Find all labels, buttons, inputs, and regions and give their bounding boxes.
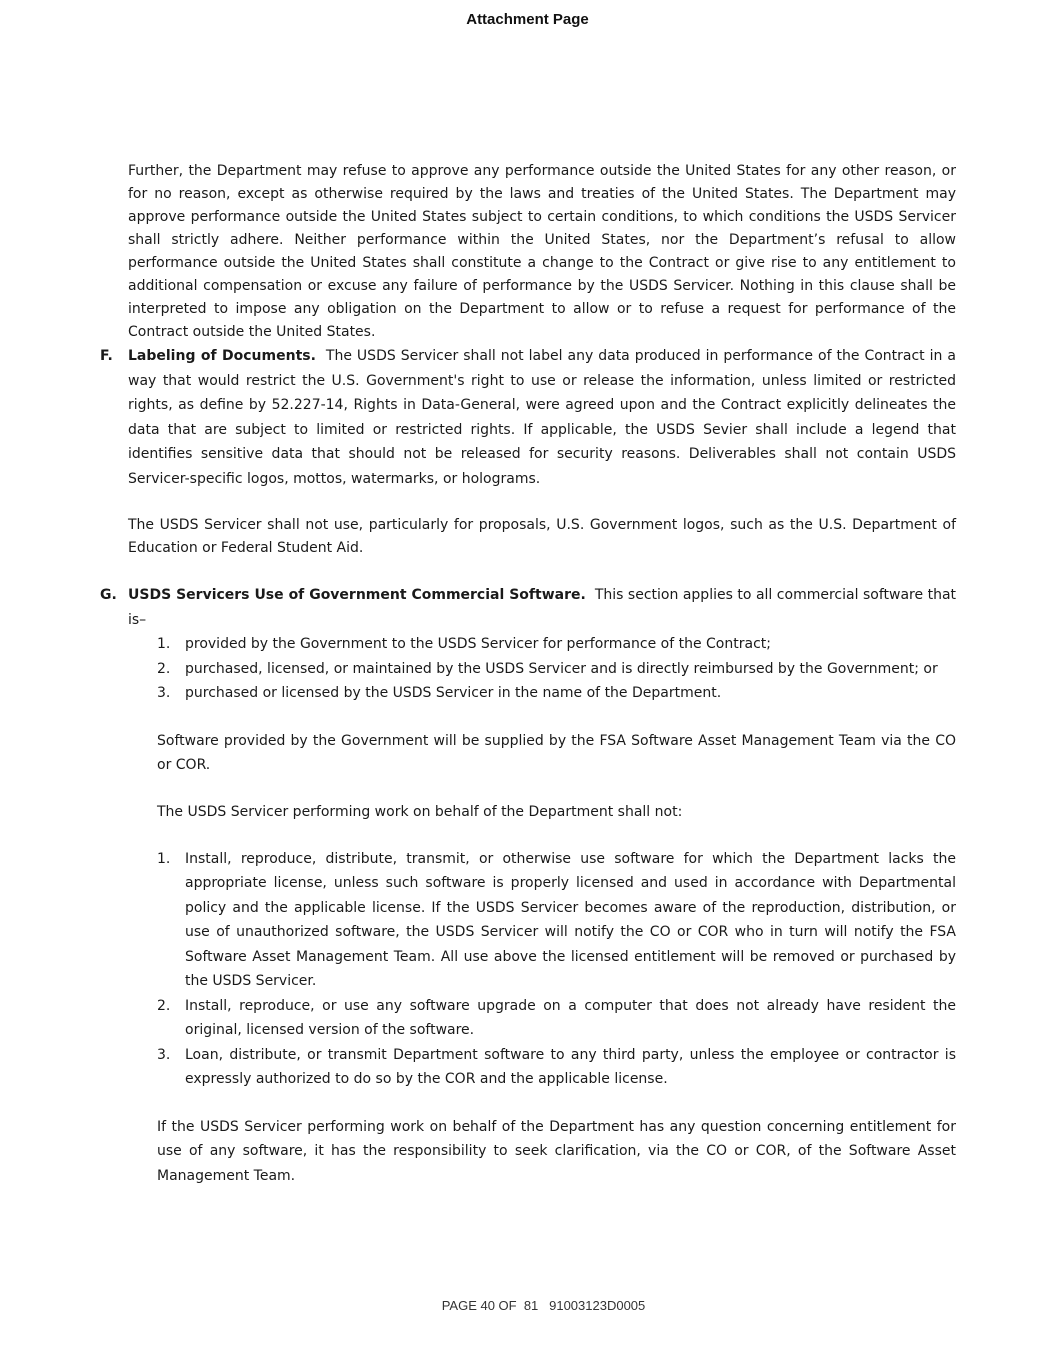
list-item-number: 3. [157,1046,171,1063]
list-item-text: purchased or licensed by the USDS Servicer in the name of the Department. [185,685,722,701]
list-item-text: provided by the Government to the USDS Servicer for performance of the Contract; [185,636,771,652]
list-item [128,681,956,706]
list-item [128,657,956,682]
list-item-number: 2. [157,660,171,677]
section-f-letter: F. [100,348,113,364]
page-header-title: Attachment Page [466,11,589,28]
section-f-title: Labeling of Documents. [128,348,316,364]
list-item-text: Loan, distribute, or transmit Department software to any third party, unless the employee or contractor is expressly authorized to do so by the COR and the applicable license. [185,1046,956,1087]
shall-not-intro: The USDS Servicer performing work on behalf of the Department shall not: [157,803,683,820]
section-f-paragraph-2: The USDS Servicer shall not use, particularly for proposals, U.S. Government logos, such as the U.S. Department of Education or Federal Student Aid. [128,517,956,556]
list-item [128,632,956,657]
document-body [100,160,957,1188]
list-item [128,994,956,1043]
list-item-text: purchased, licensed, or maintained by the USDS Servicer and is directly reimbursed by the Government; or [185,660,938,677]
section-g-letter: G. [100,587,117,603]
list-item [128,847,956,994]
section-f [100,344,956,491]
shall-not-list [128,847,956,1092]
closing-paragraph: If the USDS Servicer performing work on behalf of the Department has any question concerning entitlement for use of any software, it has the responsibility to seek clarification, via the CO or COR, of the Software Asset Management Team. [157,1118,956,1184]
list-item-number: 1. [157,636,171,652]
list-item-number: 3. [157,685,171,701]
list-item-text: Install, reproduce, distribute, transmit, or otherwise use software for which the Department lacks the appropriate license, unless such software is properly licensed and used in accordance with Departmental policy and the applicable license. If the USDS Servicer becomes aware of the reproduction, distribution, or use of unauthorized software, the USDS Servicer will notify the CO or COR who in turn will notify the FSA Software Asset Management Team. All use above the licensed entitlement will be removed or purchased by the USDS Servicer. [185,850,956,989]
section-g [100,583,957,632]
section-f-text: The USDS Servicer shall not label any data produced in performance of the Contract in a way that would restrict the U.S. Government's right to use or release the information, unless limited or restricted rights, as define by 52.227-14, Rights in Data-General, were agreed upon and the Contract explicitly delineates the data that are subject to limited or restricted rights. If applicable, the USDS Sevier shall include a legend that identifies sensitive data that should not be released for security reasons. Deliverables shall not contain USDS Servicer-specific logos, mottos, watermarks, or holograms. [128,348,956,487]
list-item-number: 1. [157,850,171,867]
list-item [128,1043,956,1092]
section-g-text: This section applies to all commercial software that is– [128,587,957,628]
list-item-number: 2. [157,997,171,1014]
intro-paragraph: Further, the Department may refuse to approve any performance outside the United States for any other reason, or for no reason, except as otherwise required by the laws and treaties of the United States. The Department may approve performance outside the United States subject to certain conditions, to which conditions the USDS Servicer shall strictly adhere. Neither performance within the United States, nor the Department’s refusal to allow performance outside the United States shall constitute a change to the Contract or give rise to any entitlement to additional compensation or excuse any failure of performance by the USDS Servicer. Nothing in this clause shall be interpreted to impose any obligation on the Department to allow or to refuse a request for performance of the Contract outside the United States. [128,163,956,340]
section-g-title: USDS Servicers Use of Government Commercial Software. [128,587,586,603]
page-footer: PAGE 40 OF 81 91003123D0005 [441,1298,646,1313]
applies-list [128,632,956,706]
supplied-paragraph: Software provided by the Government will be supplied by the FSA Software Asset Management Team via the CO or COR. [157,732,956,773]
list-item-text: Install, reproduce, or use any software upgrade on a computer that does not already have resident the original, licensed version of the software. [185,997,956,1038]
